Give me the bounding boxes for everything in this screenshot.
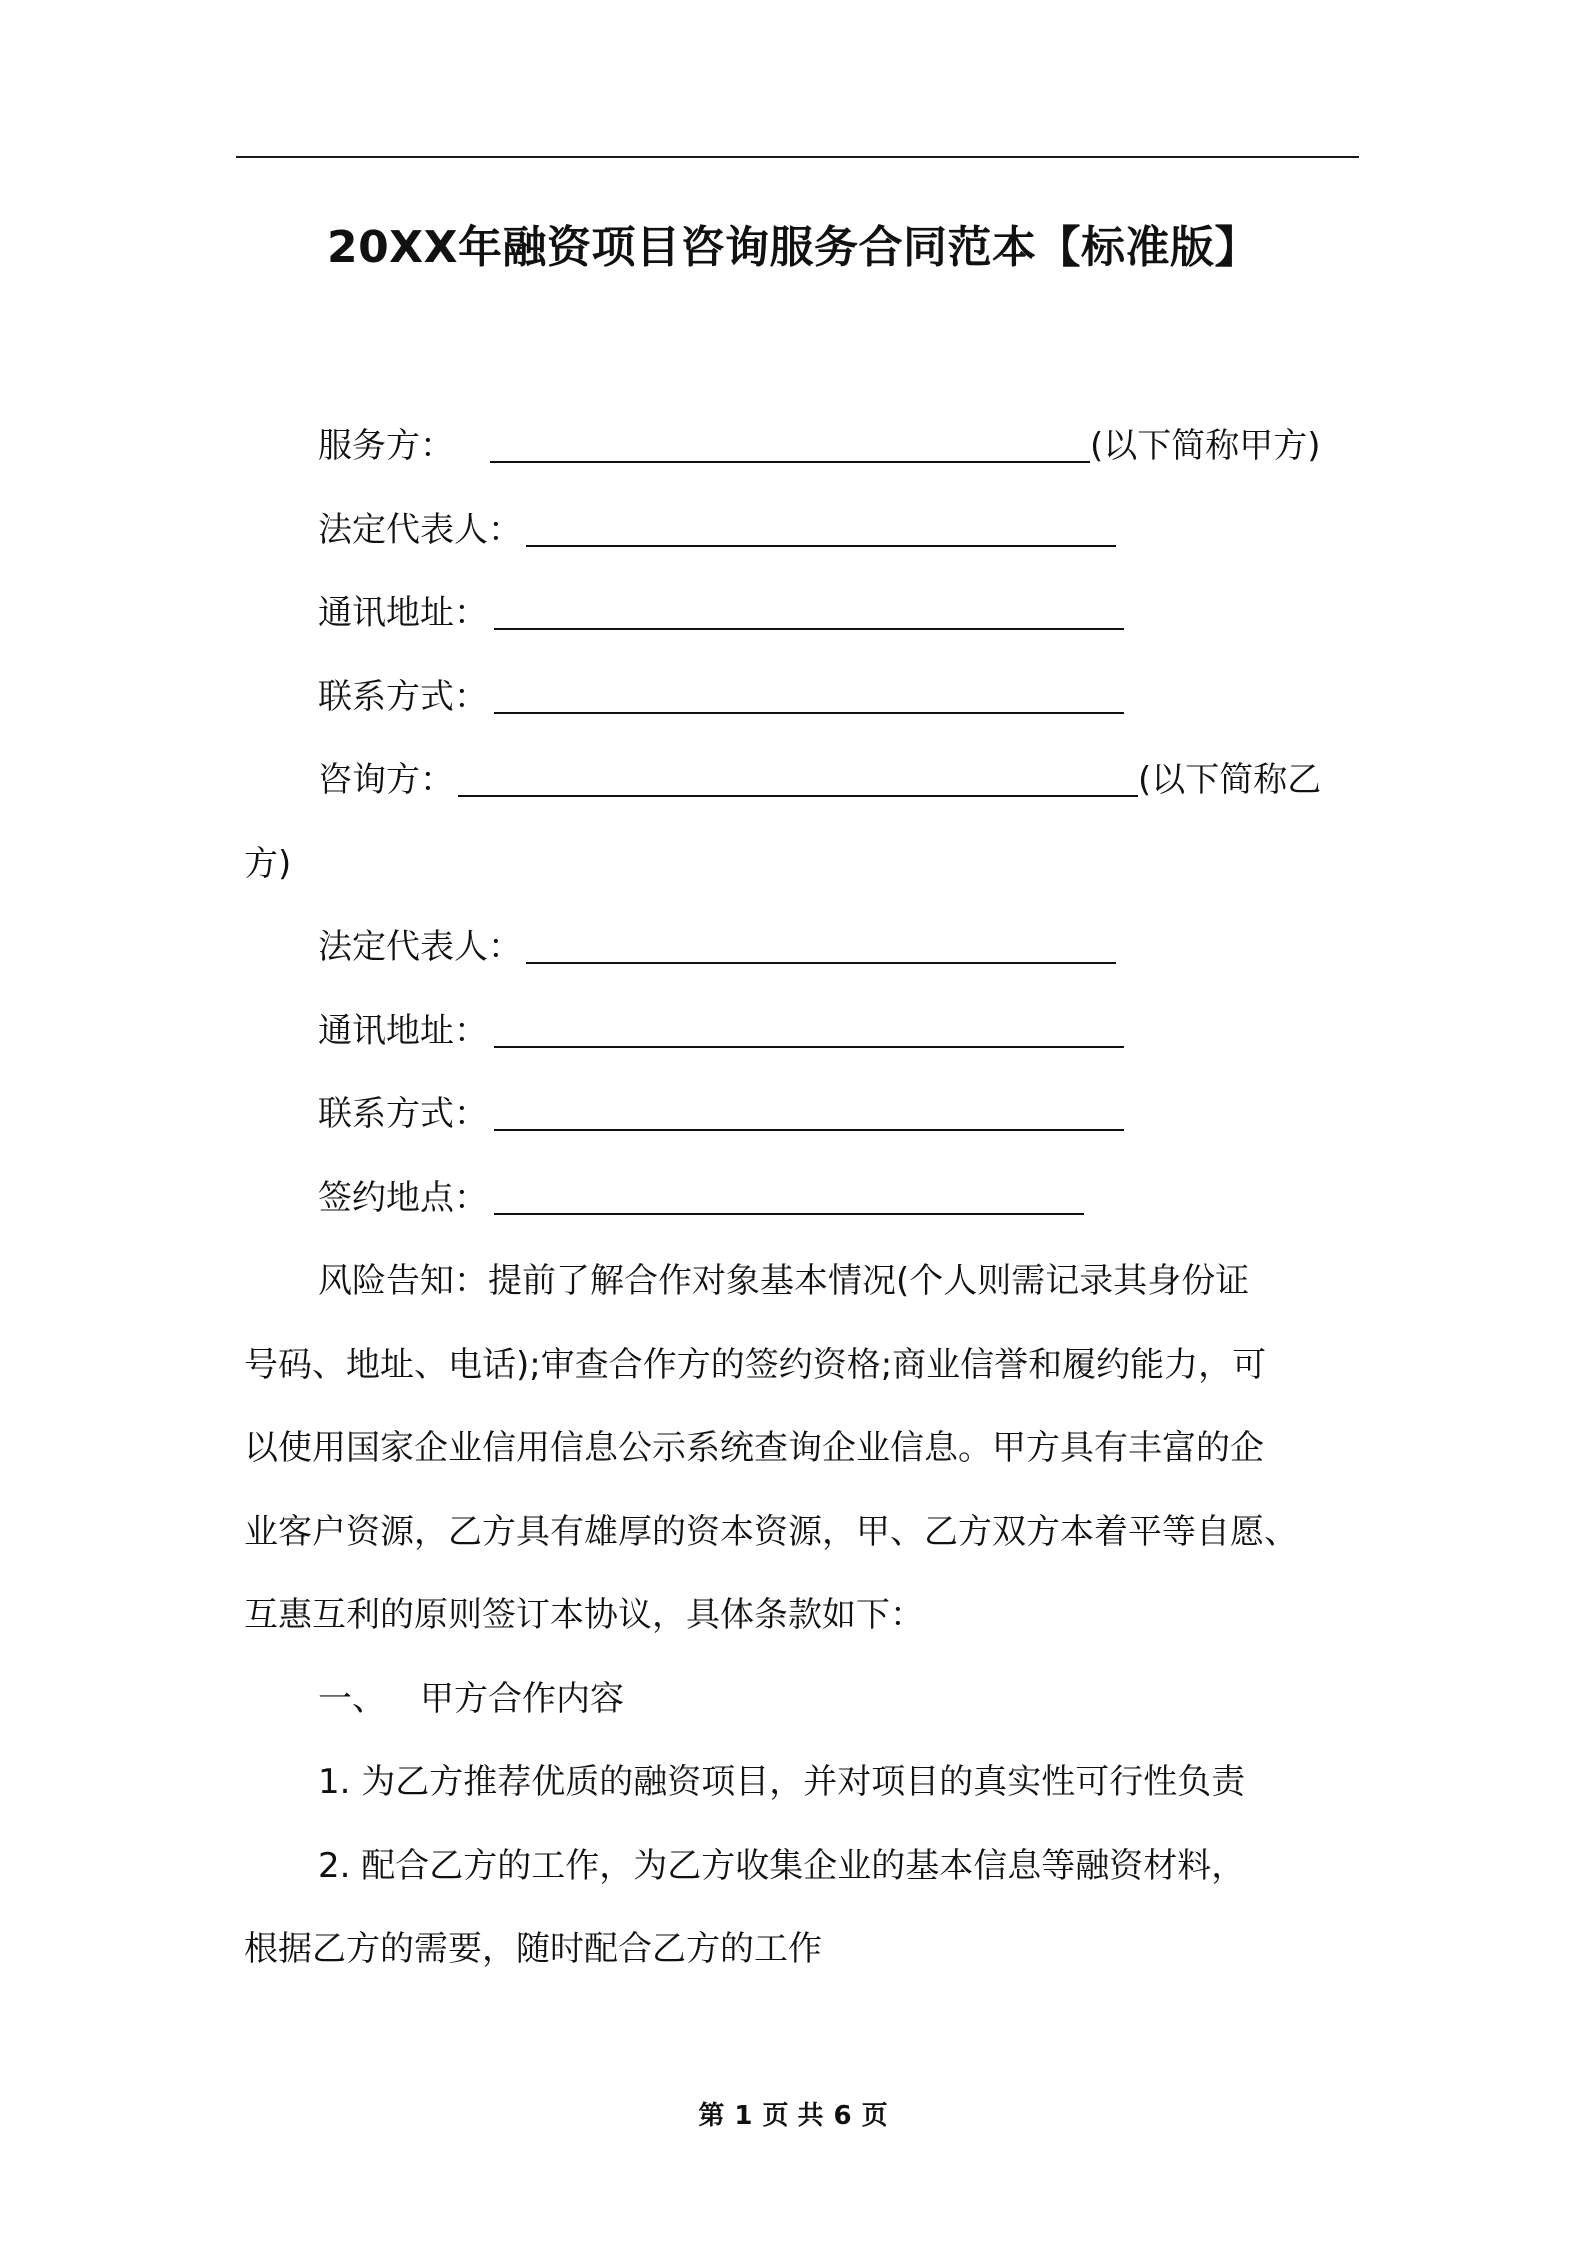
party-a-rep-line — [244, 489, 1356, 573]
party-b-address-blank[interactable] — [494, 1006, 1124, 1048]
service-party-line — [244, 405, 1356, 489]
consult-party-line — [244, 739, 1356, 823]
header-rule — [236, 156, 1359, 158]
party-a-contact-label: 联系方式： — [318, 676, 488, 717]
footer-page-current: 1 — [734, 2101, 753, 2131]
party-a-contact-line — [244, 656, 1356, 740]
risk-notice-line-1: 风险告知：提前了解合作对象基本情况(个人则需记录其身份证 — [318, 1261, 1250, 1301]
party-b-rep-label: 法定代表人： — [318, 927, 522, 967]
section-1-title: 甲方合作内容 — [420, 1678, 624, 1719]
risk-notice-line-3: 以使用国家企业信用信息公示系统查询企业信息。甲方具有丰富的企 — [244, 1428, 1264, 1468]
party-a-rep-label: 法定代表人： — [318, 509, 522, 550]
footer-suffix: 页 — [861, 2101, 888, 2131]
section-1-item-2-line-2: 根据乙方的需要，随时配合乙方的工作 — [244, 1929, 822, 1969]
party-b-rep-line — [244, 906, 1356, 990]
party-b-address-line — [244, 990, 1356, 1074]
document-title: 20XX年融资项目咨询服务合同范本【标准版】 — [326, 222, 1260, 273]
party-a-contact-blank[interactable] — [494, 672, 1124, 714]
consult-party-label: 咨询方： — [318, 760, 454, 800]
risk-notice-line-4: 业客户资源，乙方具有雄厚的资本资源，甲、乙方双方本着平等自愿、 — [244, 1511, 1298, 1552]
sign-place-blank[interactable] — [494, 1173, 1084, 1215]
service-party-label: 服务方： — [318, 426, 454, 466]
party-a-address-blank[interactable] — [494, 588, 1124, 630]
party-a-rep-blank[interactable] — [526, 505, 1116, 547]
party-b-contact-label: 联系方式： — [318, 1094, 488, 1134]
section-1-heading — [244, 1658, 1356, 1742]
footer-page-total: 6 — [833, 2101, 852, 2131]
party-a-address-line — [244, 572, 1356, 656]
service-party-blank[interactable] — [490, 421, 1090, 463]
section-1-item-1: 1. 为乙方推荐优质的融资项目，并对项目的真实性可行性负责 — [318, 1762, 1246, 1802]
page-footer — [0, 2098, 1586, 2134]
document-body — [244, 405, 1356, 1992]
consult-party-suffix: (以下简称乙 — [1138, 760, 1322, 800]
risk-notice-line-2: 号码、地址、电话);审查合作方的签约资格;商业信誉和履约能力，可 — [244, 1344, 1267, 1385]
service-party-suffix: (以下简称甲方) — [1090, 426, 1321, 466]
party-b-address-label: 通讯地址： — [318, 1010, 488, 1051]
section-1-item-2-line-1: 2. 配合乙方的工作，为乙方收集企业的基本信息等融资材料， — [318, 1845, 1246, 1886]
footer-middle: 页 共 — [762, 2101, 824, 2131]
section-1-number: 一、 — [318, 1678, 386, 1719]
party-b-contact-line — [244, 1073, 1356, 1157]
sign-place-label: 签约地点： — [318, 1177, 488, 1218]
consult-party-suffix-wrap: 方) — [244, 843, 292, 884]
party-b-contact-blank[interactable] — [494, 1089, 1124, 1131]
consult-party-wrap-line — [244, 823, 1356, 907]
footer-prefix: 第 — [698, 2101, 725, 2131]
consult-party-blank[interactable] — [458, 755, 1138, 797]
party-b-rep-blank[interactable] — [526, 922, 1116, 964]
sign-place-line — [244, 1157, 1356, 1241]
risk-notice-line-5: 互惠互利的原则签订本协议，具体条款如下： — [244, 1595, 924, 1635]
party-a-address-label: 通讯地址： — [318, 593, 488, 633]
